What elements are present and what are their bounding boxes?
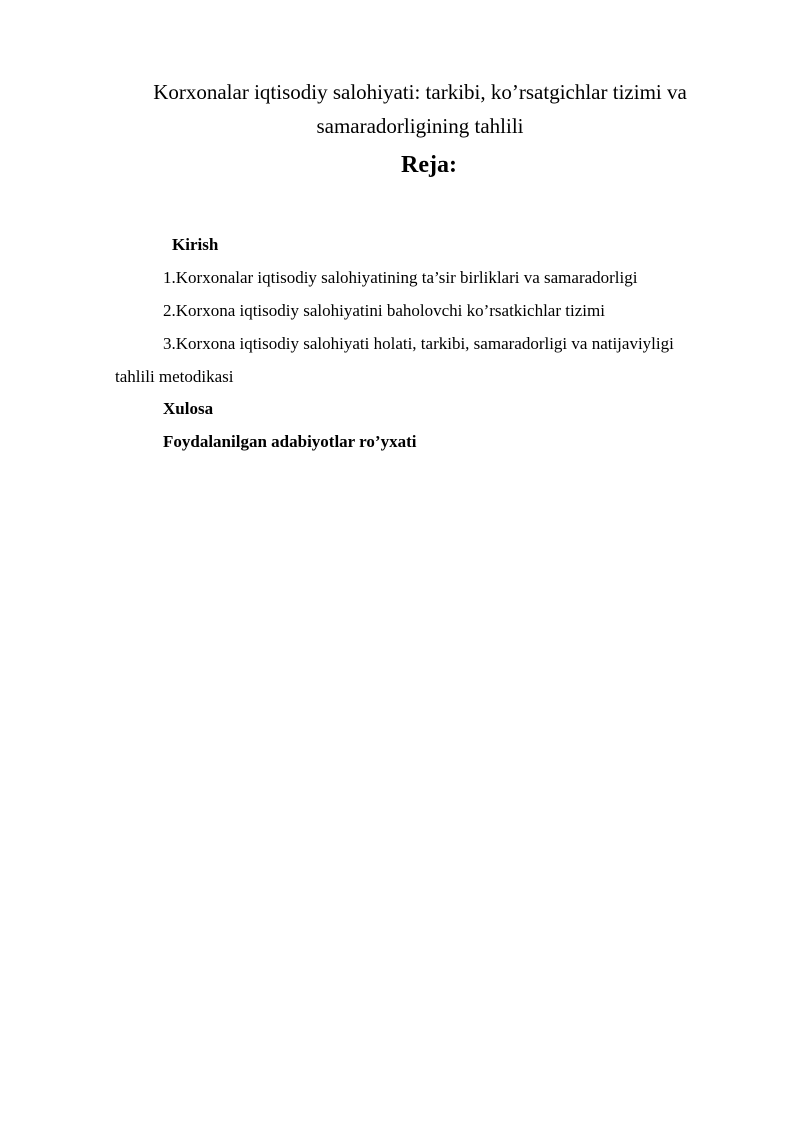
- plan-item-2: 2.Korxona iqtisodiy salohiyatini baholovchi ko’rsatkichlar tizimi: [163, 301, 605, 320]
- title-line-2: samaradorligining tahlili: [316, 114, 524, 138]
- plan-item-conclusion: Xulosa: [163, 399, 214, 418]
- plan-heading: Reja:: [401, 152, 457, 178]
- plan-item-3-line-1: 3.Korxona iqtisodiy salohiyati holati, tarkibi, samaradorligi va natijaviyligi: [163, 334, 674, 353]
- plan-item-3-line-2: tahlili metodikasi: [115, 367, 234, 386]
- document-title: [110, 75, 730, 143]
- plan-item-1: 1.Korxonalar iqtisodiy salohiyatining ta’sir birliklari va samaradorligi: [163, 268, 638, 287]
- plan-item-references: Foydalanilgan adabiyotlar ro’yxati: [163, 432, 417, 451]
- title-line-1: Korxonalar iqtisodiy salohiyati: tarkibi, ko’rsatgichlar tizimi va: [153, 80, 687, 104]
- plan-item-intro: Kirish: [172, 235, 219, 254]
